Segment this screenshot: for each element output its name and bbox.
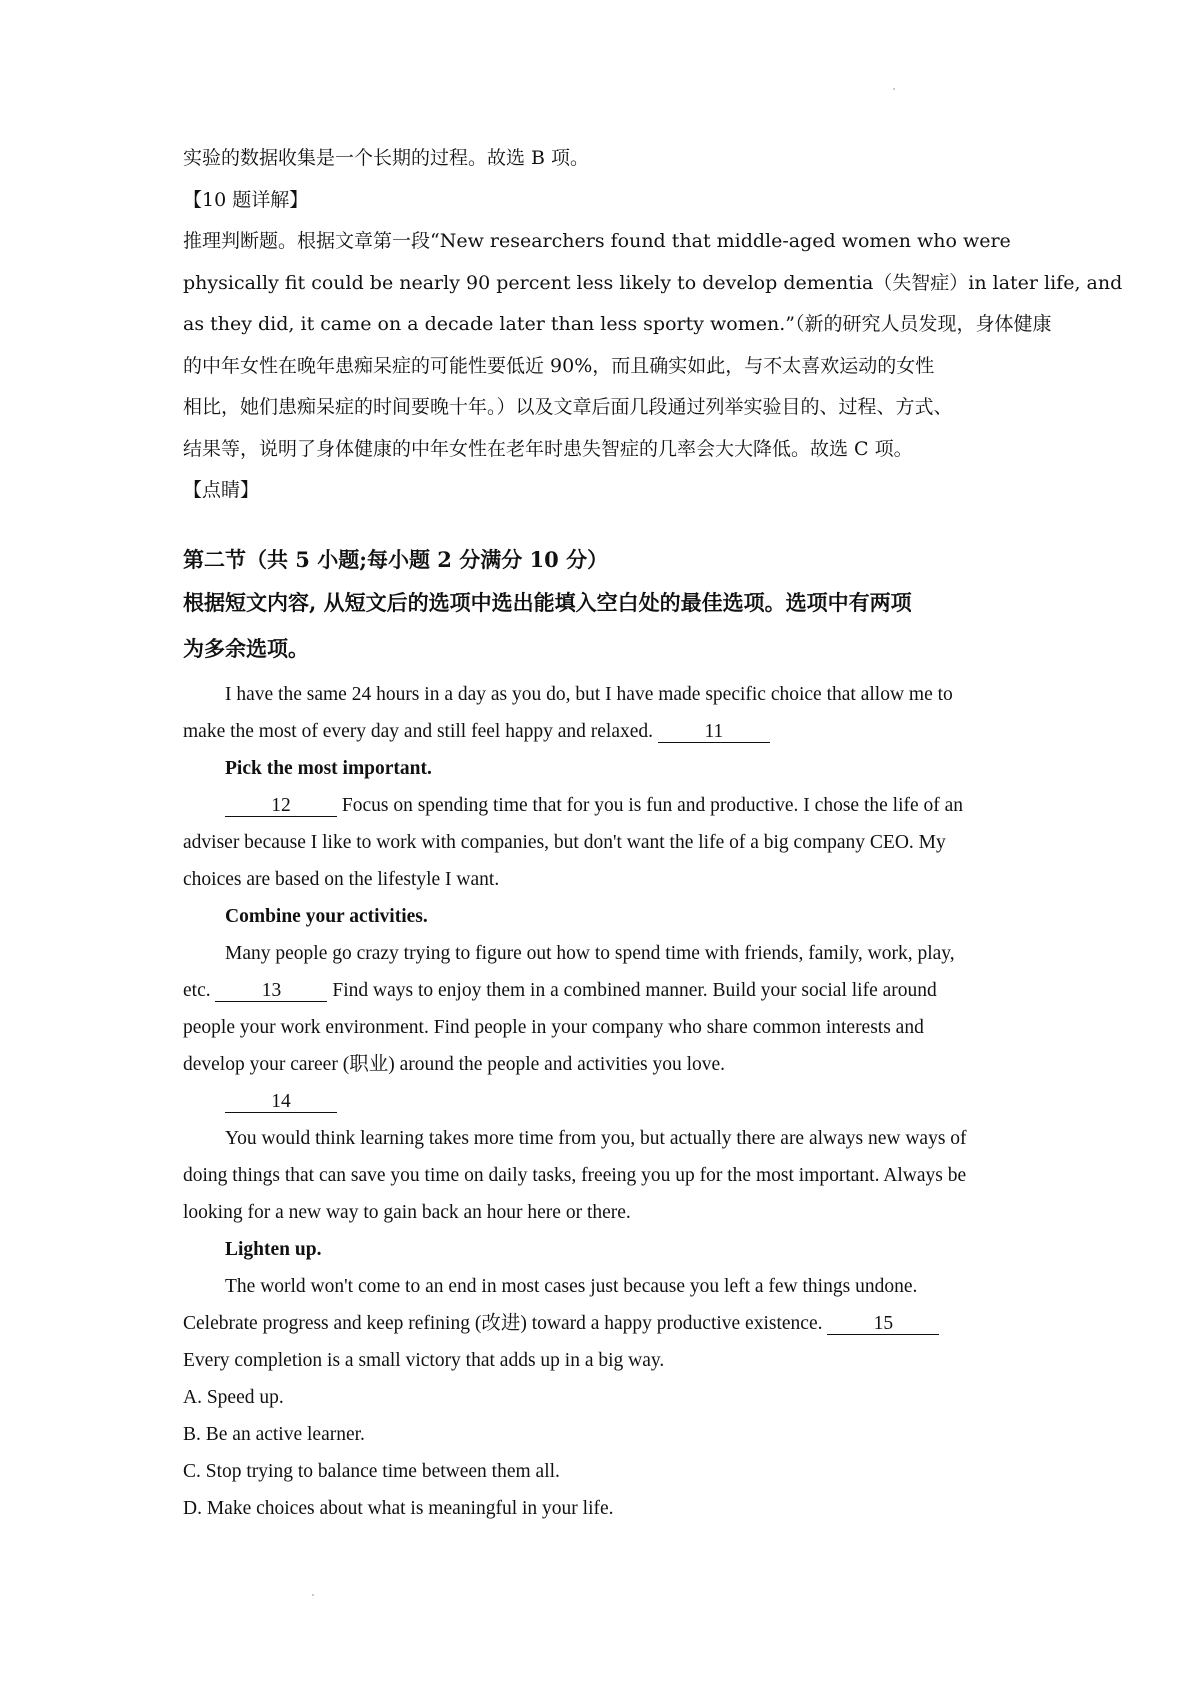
passage-line: You would think learning takes more time from you, but actually there are always new ways of	[225, 1127, 967, 1149]
passage-line	[183, 787, 1033, 824]
passage-line: Every completion is a small victory that adds up in a big way.	[183, 1349, 665, 1371]
passage-line: adviser because I like to work with companies, but don't want the life of a big company CEO. My	[183, 831, 946, 853]
passage-line: doing things that can save you time on daily tasks, freeing you up for the most important. Always be	[183, 1164, 967, 1186]
section-gap	[183, 512, 1033, 540]
section2-instruction: 为多余选项。	[183, 635, 309, 661]
document-page	[183, 138, 1123, 1527]
passage-line: I have the same 24 hours in a day as you do, but I have made specific choice that allow me to	[225, 683, 953, 705]
section2-instruction: 根据短文内容, 从短文后的选项中选出能填入空白处的最佳选项。选项中有两项	[183, 589, 912, 615]
passage-text: etc.	[183, 979, 211, 1001]
passage-line	[183, 972, 1033, 1009]
passage-line	[183, 1305, 1033, 1342]
blank-14[interactable]: 14	[225, 1092, 337, 1113]
section2-heading: 第二节（共 5 小题;每小题 2 分满分 10 分）	[183, 546, 609, 572]
q10-heading: 【10 题详解】	[183, 188, 309, 211]
q10-body-line: 的中年女性在晚年患痴呆症的可能性要低近 90%，而且确实如此，与不太喜欢运动的女性	[183, 354, 935, 377]
passage-text: make the most of every day and still feel happy and relaxed.	[183, 720, 653, 742]
blank-13[interactable]: 13	[215, 981, 327, 1002]
passage-text: Focus on spending time that for you is fun and productive. I chose the life of an	[341, 794, 964, 816]
passage-line: Many people go crazy trying to figure out how to spend time with friends, family, work, play,	[225, 942, 955, 964]
passage-text: Celebrate progress and keep refining (改进) toward a happy productive existence.	[183, 1312, 823, 1334]
tips-heading: 【点睛】	[183, 479, 260, 501]
q10-body-line: as they did, it came on a decade later than less sporty women.”（新的研究人员发现，身体健康	[183, 313, 1052, 335]
analysis-line: 实验的数据收集是一个长期的过程。故选 B 项。	[183, 147, 590, 169]
passage-line: The world won't come to an end in most cases just because you left a few things undone.	[225, 1275, 918, 1297]
passage-line: people your work environment. Find people in your company who share common interests and	[183, 1016, 924, 1038]
option-a: A. Speed up.	[183, 1386, 284, 1408]
passage-line: looking for a new way to gain back an hour here or there.	[183, 1201, 631, 1223]
passage-text: Find ways to enjoy them in a combined manner. Build your social life around	[332, 979, 937, 1001]
q10-body-line: physically fit could be nearly 90 percent less likely to develop dementia（失智症）in later life, and	[183, 271, 1123, 294]
passage-line	[183, 1083, 1033, 1120]
scan-speck-top	[893, 88, 895, 90]
blank-15[interactable]: 15	[827, 1314, 939, 1335]
blank-12[interactable]: 12	[225, 796, 337, 817]
passage-line	[183, 713, 1033, 750]
option-b: B. Be an active learner.	[183, 1423, 365, 1445]
passage-line: develop your career (职业) around the people and activities you love.	[183, 1053, 726, 1075]
q10-body-line: 结果等，说明了身体健康的中年女性在老年时患失智症的几率会大大降低。故选 C 项。	[183, 437, 913, 460]
q10-body-line: 推理判断题。根据文章第一段“New researchers found that middle-aged women who were	[183, 230, 1011, 252]
subheading: Combine your activities.	[225, 905, 428, 927]
option-c: C. Stop trying to balance time between them all.	[183, 1460, 560, 1482]
subheading: Pick the most important.	[225, 757, 432, 779]
blank-11[interactable]: 11	[658, 722, 770, 743]
scan-speck-bottom	[312, 1594, 314, 1596]
q10-body-line: 相比，她们患痴呆症的时间要晚十年。）以及文章后面几段通过列举实验目的、过程、方式、	[183, 396, 953, 418]
subheading: Lighten up.	[225, 1238, 322, 1260]
passage-line: choices are based on the lifestyle I want.	[183, 868, 500, 890]
option-d: D. Make choices about what is meaningful in your life.	[183, 1497, 614, 1519]
